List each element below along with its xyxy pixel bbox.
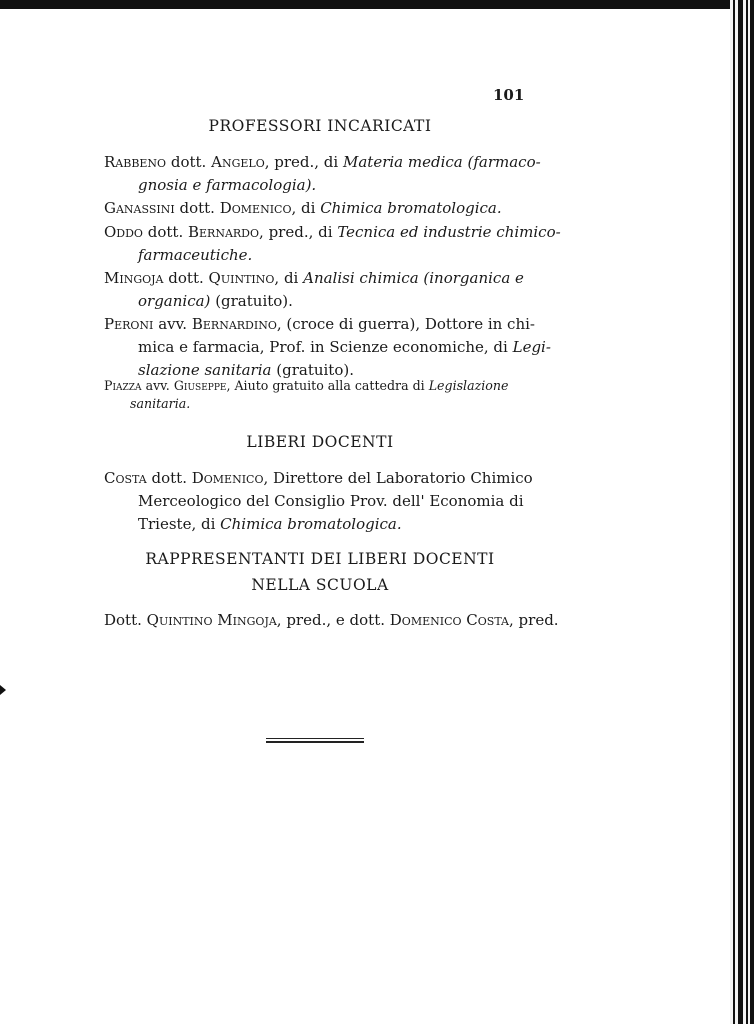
surname: Piazza — [104, 378, 142, 393]
entry-oddo: Oddo dott. Bernardo, pred., di Tecnica ed industrie chimico- farmaceutiche. — [104, 223, 561, 264]
surname: Mingoja — [104, 269, 164, 287]
section-subtitle-nella-scuola: NELLA SCUOLA — [251, 576, 389, 594]
section-title-rappresentanti: RAPPRESENTANTI DEI LIBERI DOCENTI — [145, 550, 495, 568]
subject: Analisi chimica (inorganica e — [303, 269, 524, 287]
surname: Ganassini — [104, 199, 175, 217]
closing-rule-bottom — [266, 741, 364, 743]
book-spine-edge — [730, 0, 754, 1024]
representative-name: Domenico Costa — [389, 611, 510, 629]
entry-peroni: Peroni avv. Bernardino, (croce di guerra), Dottore in chi- mica e farmacia, Prof. in Scienze economiche, di Legi- slazione sanitaria (gratuito). — [104, 315, 551, 379]
given-name: Domenico — [191, 469, 264, 487]
surname: Rabbeno — [104, 153, 167, 171]
given-name: Quintino — [208, 269, 275, 287]
entry-ganassini: Ganassini dott. Domenico, di Chimica bromatologica. — [104, 199, 502, 217]
subject: Tecnica ed industrie chimico- — [337, 223, 561, 241]
page-number: 101 — [493, 86, 525, 104]
rappresentanti-text: Dott. Quintino Mingoja, pred., e dott. Domenico Costa, pred. — [104, 611, 559, 629]
given-name: Domenico — [219, 199, 292, 217]
surname: Oddo — [104, 223, 143, 241]
surname: Peroni — [104, 315, 154, 333]
given-name: Angelo — [211, 153, 265, 171]
given-name: Giuseppe — [173, 378, 227, 393]
given-name: Bernardino — [191, 315, 277, 333]
section-title-liberi-docenti: LIBERI DOCENTI — [246, 433, 394, 451]
entry-piazza: Piazza avv. Giuseppe, Aiuto gratuito alla cattedra di Legislazione sanitaria. — [104, 378, 509, 411]
representative-name: Quintino Mingoja — [146, 611, 277, 629]
surname: Costa — [104, 469, 147, 487]
entry-costa: Costa dott. Domenico, Direttore del Laboratorio Chimico Merceologico del Consiglio Prov. dell' Economia di Trieste, di Chimica bromatologica. — [104, 469, 533, 533]
given-name: Bernardo — [188, 223, 260, 241]
closing-rule-top — [266, 738, 364, 739]
subject: Chimica bromatologica. — [320, 199, 502, 217]
entry-rabbeno: Rabbeno dott. Angelo, pred., di Materia medica (farmaco- gnosia e farmacologia). — [104, 153, 541, 194]
subject: Materia medica (farmaco- — [343, 153, 541, 171]
scan-margin-mark — [0, 685, 6, 695]
section-title-professori: PROFESSORI INCARICATI — [208, 117, 432, 135]
entry-mingoja: Mingoja dott. Quintino, di Analisi chimica (inorganica e organica) (gratuito). — [104, 269, 524, 310]
scan-top-edge — [0, 0, 754, 9]
